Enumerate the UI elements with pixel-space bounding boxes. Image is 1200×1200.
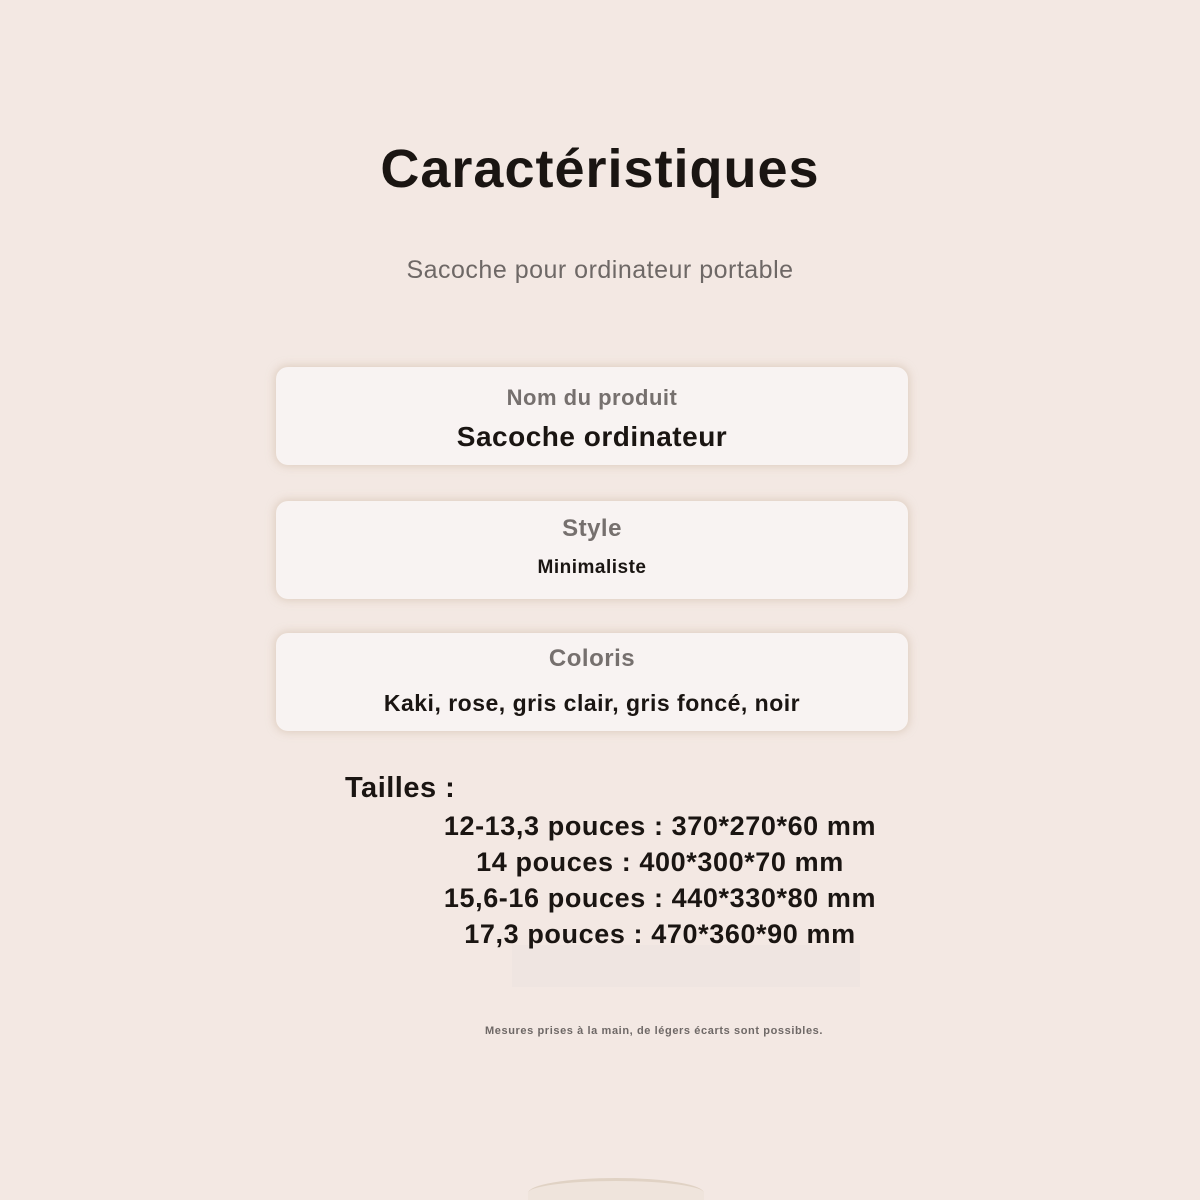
sizes-list xyxy=(410,808,910,952)
colors-value: Kaki, rose, gris clair, gris foncé, noir xyxy=(383,690,801,716)
size-item: 15,6-16 pouces : 440*330*80 mm xyxy=(443,883,877,913)
colors-label: Coloris xyxy=(548,645,636,672)
style-label: Style xyxy=(562,515,622,542)
bag-handle-image xyxy=(528,1178,704,1200)
page-subtitle: Sacoche pour ordinateur portable xyxy=(406,256,794,284)
sizes-heading: Tailles : xyxy=(345,772,456,804)
product-name-card xyxy=(276,367,908,465)
colors-card xyxy=(276,633,908,731)
size-item: 14 pouces : 400*300*70 mm xyxy=(476,847,844,877)
style-card xyxy=(276,501,908,599)
style-value: Minimaliste xyxy=(537,557,647,578)
product-name-value: Sacoche ordinateur xyxy=(456,421,728,452)
product-name-label: Nom du produit xyxy=(506,385,678,410)
size-item: 12-13,3 pouces : 370*270*60 mm xyxy=(443,811,877,841)
measurement-note: Mesures prises à la main, de légers écarts sont possibles. xyxy=(485,1025,824,1037)
size-item: 17,3 pouces : 470*360*90 mm xyxy=(464,919,856,949)
page-title: Caractéristiques xyxy=(380,139,820,199)
